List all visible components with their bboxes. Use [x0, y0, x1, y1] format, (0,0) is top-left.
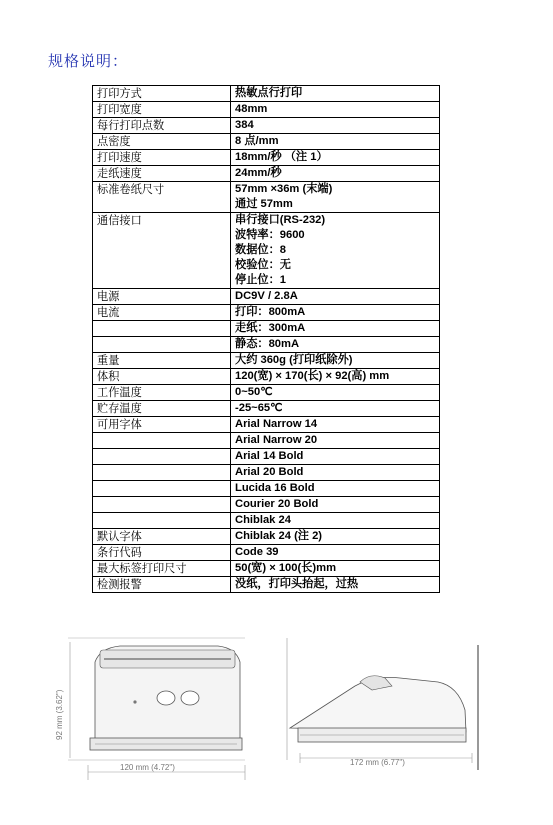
spec-value-line: Arial Narrow 20	[235, 434, 318, 446]
spec-label: 点密度	[93, 134, 231, 150]
front-height-label: 92 mm (3.62")	[55, 689, 64, 740]
spec-value-line: 静态：80mA	[235, 338, 300, 350]
spec-value	[231, 433, 440, 449]
spec-value-line: Lucida 16 Bold	[235, 482, 315, 494]
spec-row	[93, 213, 440, 289]
spec-value-line: 通过 57mm	[235, 198, 293, 210]
spec-value-line: Code 39	[235, 546, 279, 558]
spec-row	[93, 449, 440, 465]
spec-value	[231, 102, 440, 118]
spec-value-line: 18mm/秒 （注 1）	[235, 151, 328, 163]
spec-value-line: Courier 20 Bold	[235, 498, 319, 510]
spec-value-line: 120(宽) × 170(长) × 92(高) mm	[235, 370, 390, 382]
spec-label: 贮存温度	[93, 401, 231, 417]
spec-row	[93, 337, 440, 353]
spec-row	[93, 289, 440, 305]
spec-label: 工作温度	[93, 385, 231, 401]
spec-row	[93, 305, 440, 321]
spec-value-line: 停止位：1	[235, 274, 286, 286]
spec-value-line: 大约 360g (打印纸除外)	[235, 354, 353, 366]
spec-value-line: Chiblak 24 (注 2)	[235, 530, 323, 542]
spec-value-line: Chiblak 24	[235, 514, 291, 526]
spec-value-line: 波特率：9600	[235, 229, 305, 241]
spec-value	[231, 150, 440, 166]
spec-row	[93, 166, 440, 182]
spec-value-line: 串行接口(RS-232)	[235, 214, 326, 226]
spec-value-line: 57mm ×36m (末端)	[235, 183, 333, 195]
spec-label	[93, 497, 231, 513]
spec-label	[93, 449, 231, 465]
spec-label: 标准卷纸尺寸	[93, 182, 231, 213]
spec-value	[231, 369, 440, 385]
spec-value	[231, 449, 440, 465]
spec-value-line: Arial 20 Bold	[235, 466, 304, 478]
spec-row	[93, 465, 440, 481]
spec-label: 打印方式	[93, 86, 231, 102]
spec-row	[93, 150, 440, 166]
spec-label: 最大标签打印尺寸	[93, 561, 231, 577]
spec-label: 体积	[93, 369, 231, 385]
spec-value-line: 热敏点行打印	[235, 87, 303, 99]
spec-label: 默认字体	[93, 529, 231, 545]
spec-row	[93, 353, 440, 369]
spec-value	[231, 481, 440, 497]
spec-row	[93, 577, 440, 593]
spec-row	[93, 433, 440, 449]
printer-side-view	[287, 638, 478, 770]
spec-row	[93, 401, 440, 417]
spec-value	[231, 513, 440, 529]
spec-label: 重量	[93, 353, 231, 369]
side-length-label: 172 mm (6.77")	[350, 758, 405, 767]
spec-value	[231, 545, 440, 561]
spec-label	[93, 481, 231, 497]
spec-label: 电流	[93, 305, 231, 321]
spec-value	[231, 213, 440, 289]
spec-value	[231, 289, 440, 305]
spec-row	[93, 102, 440, 118]
spec-label: 检测报警	[93, 577, 231, 593]
spec-row	[93, 561, 440, 577]
spec-label: 每行打印点数	[93, 118, 231, 134]
spec-value	[231, 465, 440, 481]
spec-label: 走纸速度	[93, 166, 231, 182]
spec-value	[231, 166, 440, 182]
spec-label	[93, 465, 231, 481]
spec-value-line: 没纸，打印头抬起，过热	[235, 578, 359, 590]
spec-label: 打印速度	[93, 150, 231, 166]
spec-row	[93, 417, 440, 433]
spec-label: 通信接口	[93, 213, 231, 289]
spec-value	[231, 337, 440, 353]
spec-value	[231, 118, 440, 134]
spec-table	[92, 85, 440, 593]
spec-row	[93, 118, 440, 134]
spec-value	[231, 321, 440, 337]
spec-label	[93, 513, 231, 529]
spec-row	[93, 134, 440, 150]
spec-row	[93, 513, 440, 529]
spec-value-line: 50(宽) × 100(长)mm	[235, 562, 337, 574]
spec-label: 可用字体	[93, 417, 231, 433]
spec-value-line: 0~50℃	[235, 386, 273, 398]
spec-value-line: DC9V / 2.8A	[235, 290, 298, 302]
printer-drawings	[0, 620, 553, 825]
spec-label	[93, 321, 231, 337]
spec-label: 电源	[93, 289, 231, 305]
spec-value-line: 校验位：无	[235, 259, 291, 271]
spec-value	[231, 577, 440, 593]
spec-value	[231, 86, 440, 102]
spec-label: 打印宽度	[93, 102, 231, 118]
spec-value	[231, 385, 440, 401]
printer-front-view	[55, 638, 245, 780]
spec-value-line: 数据位：8	[235, 244, 286, 256]
spec-label	[93, 433, 231, 449]
spec-row	[93, 481, 440, 497]
spec-value-line: 48mm	[235, 103, 268, 115]
page-title: 规格说明：	[48, 52, 129, 70]
spec-value-line: 384	[235, 119, 254, 131]
spec-value	[231, 353, 440, 369]
spec-value	[231, 561, 440, 577]
spec-value	[231, 134, 440, 150]
spec-value	[231, 529, 440, 545]
spec-value	[231, 401, 440, 417]
spec-value	[231, 182, 440, 213]
spec-row	[93, 369, 440, 385]
spec-value-line: 走纸：300mA	[235, 322, 306, 334]
spec-value	[231, 417, 440, 433]
spec-label: 条行代码	[93, 545, 231, 561]
spec-row	[93, 182, 440, 213]
spec-value-line: -25~65℃	[235, 402, 283, 414]
spec-row	[93, 497, 440, 513]
spec-value	[231, 305, 440, 321]
spec-row	[93, 545, 440, 561]
spec-row	[93, 321, 440, 337]
spec-value	[231, 497, 440, 513]
spec-value-line: Arial Narrow 14	[235, 418, 318, 430]
spec-label	[93, 337, 231, 353]
spec-value-line: 24mm/秒	[235, 167, 282, 179]
spec-value-line: Arial 14 Bold	[235, 450, 304, 462]
spec-row	[93, 529, 440, 545]
spec-row	[93, 86, 440, 102]
spec-row	[93, 385, 440, 401]
front-width-label: 120 mm (4.72")	[120, 763, 175, 772]
spec-value-line: 8 点/mm	[235, 135, 279, 147]
spec-value-line: 打印：800mA	[235, 306, 306, 318]
